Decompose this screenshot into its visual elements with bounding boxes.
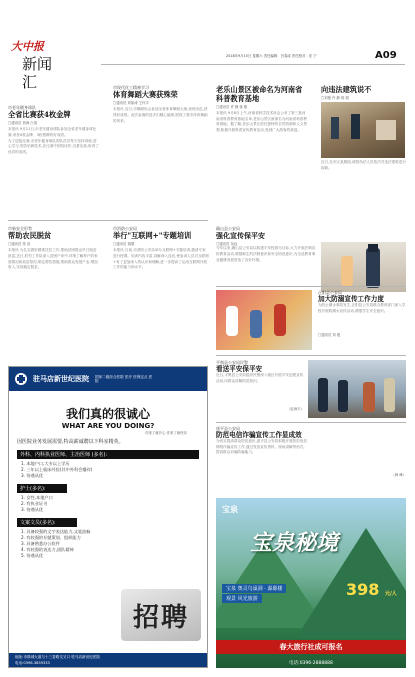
article-dateline: 市新安全形势 xyxy=(8,226,32,231)
article-body: 为防止溺水事故发生,正阳县公安局联合教育部门深入学校开展防溺水宣传活动,增强学生安全意识。 xyxy=(318,303,406,313)
recruit-stamp xyxy=(121,589,201,641)
article-body-cont xyxy=(314,439,406,473)
article-byline: □通讯员 刘如涛 王怀宇 xyxy=(113,101,149,106)
recruit-subline: 你来了就开心 你来了就快乐 xyxy=(145,431,187,435)
article-headline: 防范电信诈骗宣传工作显成效 xyxy=(216,431,302,440)
article-byline: □通讯员 刘涛 白清 xyxy=(8,121,38,126)
list-item: 3. 待遇从优 xyxy=(21,507,44,513)
article-headline: 看送平安保平安 xyxy=(216,365,263,374)
recruit-phone: 电话:0396-3839333 xyxy=(15,661,50,665)
article-dateline: 市老年健身球队 xyxy=(8,105,36,110)
list-item: 4. 有较强的表达力,团队精神 xyxy=(21,547,74,553)
article-headline: 加大防溺宣传工作力度 xyxy=(318,295,384,304)
article-dateline: 市消防公安局 xyxy=(113,226,137,231)
right-divider-2 xyxy=(216,355,406,356)
section-title xyxy=(22,55,52,91)
recruit-stamp-text: 招聘 xyxy=(132,602,189,633)
masthead-divider xyxy=(101,64,405,65)
article-body: 为切实提高群众防范意识,遂平县公安局积极开展防范电信网络诈骗宣传工作,通过发放宣传资料、现场讲解等形式,提高群众识骗防骗能力。 xyxy=(216,439,307,455)
tourism-brand: 宝泉 xyxy=(222,504,238,514)
photo-caption: 近日,在市区某路段,城管执法人员依法对违法建筑进行拆除。 xyxy=(321,160,406,170)
article-senior-team xyxy=(8,105,100,199)
news-photo xyxy=(321,102,405,158)
date-line: 2018年9月15日 星期六 责任编辑：吕春成 责任校对：皮 宁 xyxy=(226,54,317,58)
children-photo xyxy=(216,290,312,350)
article-dateline: 平舆县公安局民警 xyxy=(216,360,248,365)
police-photo xyxy=(321,242,406,292)
article-poverty xyxy=(8,226,100,356)
article-pingyu xyxy=(216,360,304,411)
article-headline: 全省比赛获4枚金牌 xyxy=(8,110,71,120)
police-group-photo xyxy=(308,360,406,418)
recruit-title: 我们真的很诚心 xyxy=(65,407,150,421)
article-byline: （韩 峰） xyxy=(391,473,406,478)
list-item: 2. 有较强的专题策划、组织能力 xyxy=(21,535,81,541)
hospital-logo-icon xyxy=(15,373,27,385)
list-item: 2. 有执业证书 xyxy=(21,501,48,507)
article-byline: □通讯员 刘 艳 xyxy=(318,333,341,338)
recruit-dept3: 文案文员(多名): xyxy=(17,518,77,527)
article-zhengyang xyxy=(318,290,406,337)
list-item: 3. 具备熟悉办公软件 xyxy=(21,541,60,547)
article-illegal-building xyxy=(321,85,407,184)
list-item: 3. 待遇从优 xyxy=(21,473,44,479)
hospital-sub: 国家二级综合医院 医疗 医保定点 医院 xyxy=(95,374,153,383)
article-body: 今年以来,确山县公安局以构建平安校园为目标,大力开展法制宣传教育活动,增强师生的法制意识和安全防范意识,为全县教育事业健康发展营造了良好环境。 xyxy=(216,246,316,262)
article-byline: □刘曼 许 静 蒋 聪 xyxy=(321,96,349,100)
article-queshan xyxy=(216,226,406,292)
article-training xyxy=(113,226,209,356)
article-dateline: 遂平县公安局 xyxy=(216,426,240,431)
article-headline: 老乐山景区被命名为河南省科普教育基地 xyxy=(216,85,303,103)
recruit-dept3-list xyxy=(9,527,119,561)
article-headline: 帮助农民脱贫 xyxy=(8,231,52,241)
article-body: 本报讯 9月8日上午,河南省科学技术协会公布了第三批河南省科普教育基地名单,老乐山景区被命名为河南省科普教育基地。据了解,老乐山景区依托独特的自然资源和人文景观,积极开展科普宣传教育活动,受到广大游客的欢迎。 xyxy=(216,111,307,132)
right-divider-3 xyxy=(216,422,406,423)
article-body: 近日,平舆县公安局组织民警深入辖区开展平安创建宣传活动,向群众讲解防范知识。 xyxy=(216,373,304,383)
article-byline: （赵雨丰） xyxy=(287,407,304,412)
article-headline: 强化宣传保平安 xyxy=(216,231,265,241)
article-body: 本报讯 为扎实做好精准扶贫工作,帮助贫困群众早日脱贫致富,近日,驻村工作队深入贫困户家中,详细了解每户的家庭情况和致贫原因,制定帮扶措施,帮助群众发展产业,增加收入,实现稳定脱贫。 xyxy=(8,248,98,270)
row-divider xyxy=(8,220,208,221)
tourism-price xyxy=(346,580,397,599)
page-number: A09 xyxy=(375,50,397,61)
article-headline: 举行"互联网+"专题培训 xyxy=(113,231,192,241)
article-byline: □通讯员 吴远 xyxy=(216,242,238,247)
tourism-agency: 春大旅行社成可报名 xyxy=(216,640,406,654)
list-item: 1. 具备较强的文字表达能力,文笔流畅 xyxy=(21,529,91,535)
article-byline: □通讯员 钱德 xyxy=(113,242,135,247)
article-dateline: 市现代化工精神学习 xyxy=(113,85,149,90)
article-body: 本报讯 日前,市消防公安局举办互联网+专题培训,邀请专家进行授课。培训内容丰富,讲解深入浅出,使参训人员对互联网+有了更加深入的认识和理解,进一步提高了运用互联网开展工作的能力和水平。 xyxy=(113,248,209,270)
article-dateline: 确山县公安局 xyxy=(216,226,240,231)
article-byline: □通讯员 许 静 蒋 聪 xyxy=(216,105,248,109)
right-divider xyxy=(216,286,406,287)
article-headline: 体育舞蹈大赛获殊荣 xyxy=(113,90,178,100)
tourism-price-unit: 元/人 xyxy=(384,591,397,597)
recruit-ad xyxy=(8,366,208,668)
tourism-tag1: 宝泉 奥灵鸟巢洞 · 瀑塬楼 xyxy=(222,584,286,593)
recruit-dept2-list xyxy=(9,493,207,515)
recruit-dept1-list xyxy=(9,459,207,481)
recruit-title-en: WHAT ARE YOU DOING? xyxy=(61,422,155,430)
article-suiping xyxy=(216,426,406,479)
article-dateline: 正阳县公安局 xyxy=(318,290,342,295)
article-scenic-area xyxy=(216,85,308,201)
recruit-dept2: 护士(多名): xyxy=(17,484,67,493)
hospital-name: 驻马店新世纪医院 xyxy=(33,374,89,383)
recruit-intro: 因医院业务发展需要,特高薪诚聘以下科室精英。 xyxy=(17,439,124,446)
article-dance xyxy=(113,85,209,199)
tourism-tag2: 观景 风光旅游 xyxy=(222,594,262,603)
recruit-header xyxy=(9,367,207,391)
list-item: 2. 三年以上临床经验(其中外科会爆炸) xyxy=(21,467,93,473)
masthead-logo: 大中报 xyxy=(11,40,44,53)
recruit-footer xyxy=(9,653,207,667)
tourism-phone: 电话:0396-2888888 xyxy=(289,661,333,666)
article-headline: 向违法建筑说不 xyxy=(321,85,372,94)
list-item: 1. 女性,本地户口 xyxy=(21,495,53,501)
article-body: 本报讯 近日,市舞蹈协会参加全省体育舞蹈大赛,表现出色,获得好成绩。此次参赛的选手们精心编排,展现了我市体育舞蹈的风采。 xyxy=(113,107,208,123)
recruit-dept1: 外科、内科执业医师、主治医师 (多名): xyxy=(17,450,199,459)
section-title-line1: 新闻 xyxy=(22,55,53,73)
tourism-title: 宝泉秘境 xyxy=(250,530,339,556)
list-item: 5. 待遇从优 xyxy=(21,553,44,559)
tourism-ad xyxy=(216,498,406,668)
list-item: 1. 本地户口,大专以上学历 xyxy=(21,461,70,467)
article-byline: □通讯员 张 治 xyxy=(8,242,31,247)
recruit-contact: 地址:市驿城大道与十三香路交叉口 驻马店新世纪医院 xyxy=(15,655,101,659)
article-body: 本报讯 9月11日,市老年健身球队参加全省老年健身球比赛,荣获4枚金牌、3枚银牌的好成绩。 为了迎接比赛,市老年健身球队的队员们每天坚持训练,虚心学习,刻苦钻研技术,在比赛中团结协作,沉着应战,取得了优异的成绩。 xyxy=(8,127,99,154)
tourism-price-value: 398 xyxy=(346,580,380,599)
section-title-line2: 汇 xyxy=(22,73,38,91)
